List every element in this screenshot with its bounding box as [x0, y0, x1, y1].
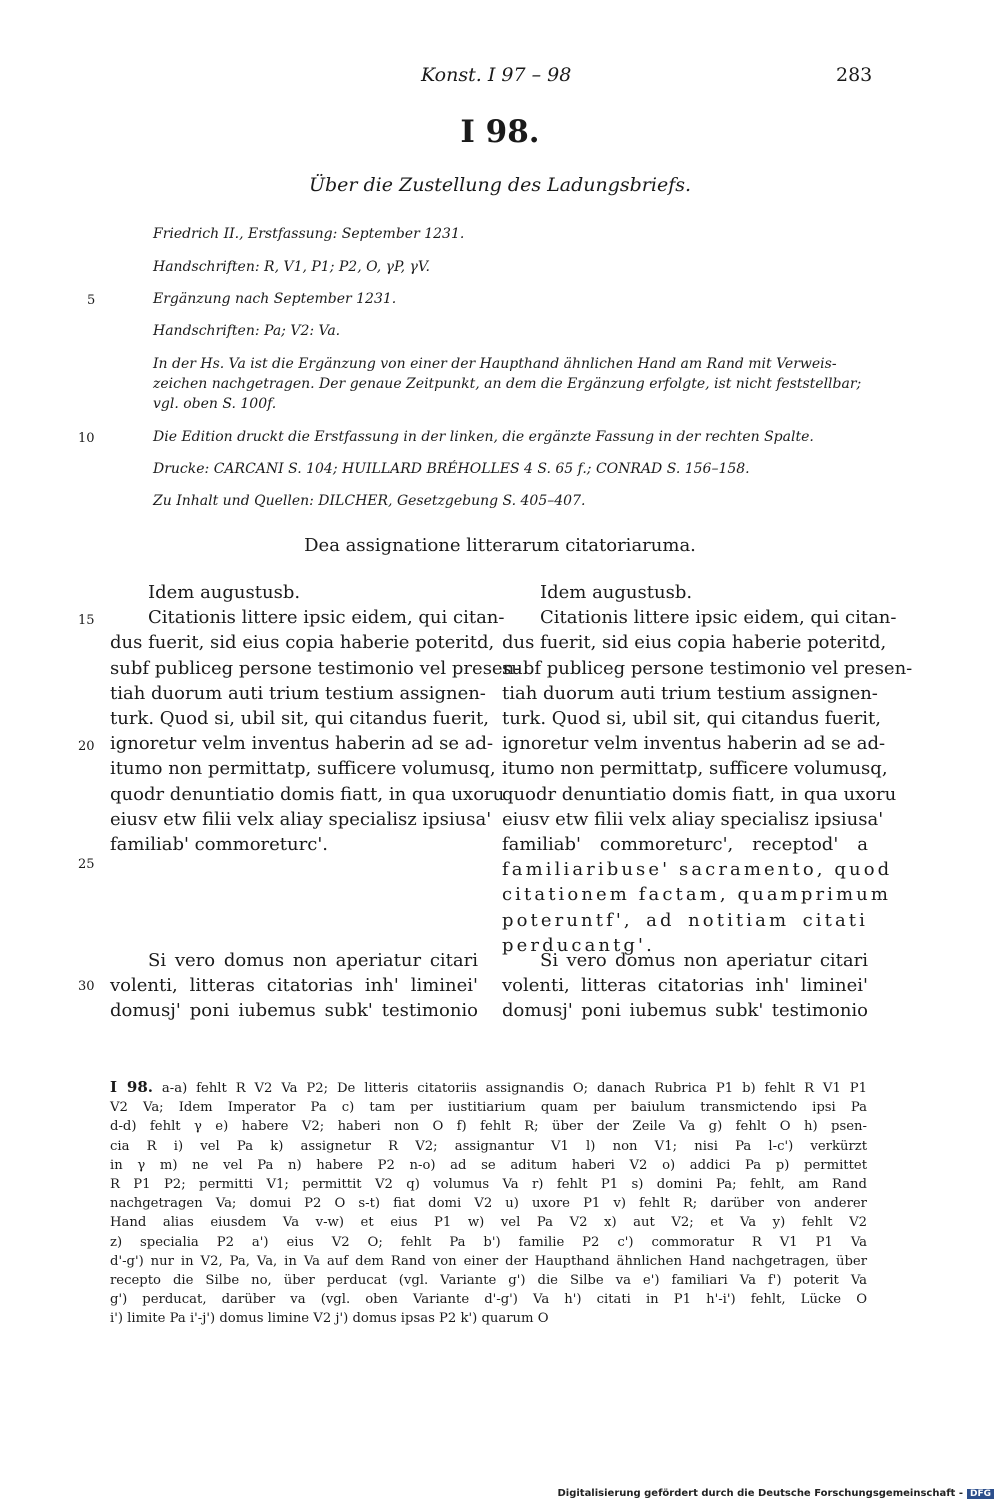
- footnote-line: recepto die Silbe no, über perducat (vgl. Variante g') die Silbe va e') familiari Va f') poterit Va: [110, 1273, 867, 1289]
- footnote-label: I 98.: [110, 1078, 154, 1096]
- meta-line: Ergänzung nach September 1231.: [153, 291, 397, 307]
- left-line: turk. Quod si, ubil sit, qui citandus fuerit,: [110, 708, 489, 730]
- digitization-credit: [557, 1488, 994, 1499]
- footnote-line: I 98. a-a) fehlt R V2 Va P2; De litteris citatoriis assignandis O; danach Rubrica P1 b) fehlt R V1 P1: [110, 1078, 867, 1096]
- left-column-paragraph-2: [110, 948, 478, 1024]
- footnote-line: d'-g') nur in V2, Pa, Va, in Va auf dem Rand von einer der Haupthand ähnlichen Hand nachgetragen, über: [110, 1253, 867, 1269]
- left-line: Citationis littere ipsic eidem, qui citan-: [148, 607, 505, 629]
- footnote-line: i') limite Pa i'-j') domus limine V2 j') domus ipsas P2 k') quarum O: [110, 1311, 549, 1327]
- right-line: dus fuerit, sid eius copia haberie poteritd,: [502, 632, 887, 654]
- meta-line: Handschriften: Pa; V2: Va.: [153, 323, 341, 339]
- meta-line: Handschriften: R, V1, P1; P2, O, γP, γV.: [153, 259, 430, 275]
- right-line: volenti, litteras citatorias inh' liminei': [502, 975, 868, 997]
- left-line: familiab' commoreturc'.: [110, 834, 328, 856]
- meta-line: Friedrich II., Erstfassung: September 1231.: [153, 226, 465, 242]
- dfg-logo: DFG: [967, 1489, 994, 1499]
- line-number: 25: [78, 857, 95, 872]
- left-line: domusj' poni iubemus subk' testimonio: [110, 1000, 478, 1022]
- footnote-line: R P1 P2; permitti V1; permittit V2 q) volumus Va r) fehlt P1 s) domini Pa; fehlt, am Rand: [110, 1177, 867, 1193]
- footnote-line: V2 Va; Idem Imperator Pa c) tam per iustitiarium quam per baiulum transmictendo ipsi Pa: [110, 1100, 867, 1116]
- right-line: ignoretur velm inventus haberin ad se ad-: [502, 733, 886, 755]
- left-line: ignoretur velm inventus haberin ad se ad-: [110, 733, 494, 755]
- right-line: subf publiceg persone testimonio vel presen-: [502, 657, 913, 679]
- text-heading: Dea assignatione litterarum citatoriaruma.: [304, 535, 696, 556]
- right-line: domusj' poni iubemus subk' testimonio: [502, 1000, 868, 1022]
- line-number: 15: [78, 613, 95, 628]
- right-line: Idem augustusb.: [540, 582, 693, 603]
- running-title: Konst. I 97 – 98: [421, 64, 572, 86]
- right-line: tiah duorum auti trium testium assignen-: [502, 682, 878, 704]
- footnotes: [110, 1078, 867, 1329]
- line-number: 30: [78, 979, 95, 994]
- right-line: familiaribuse' sacramento, quod: [502, 859, 893, 881]
- left-line: Idem augustusb.: [148, 582, 301, 603]
- page-number: 283: [836, 64, 873, 86]
- left-line: itumo non permittatp, sufficere volumusq,: [110, 758, 496, 780]
- left-line: Si vero domus non aperiatur citari: [148, 950, 478, 971]
- section-number: I 98.: [460, 114, 540, 150]
- footnote-line: g') perducat, darüber va (vgl. oben Variante d'-g') Va h') citati in P1 h'-i') fehlt, Lücke O: [110, 1292, 867, 1308]
- line-number: 5: [87, 293, 96, 308]
- meta-line: vgl. oben S. 100f.: [153, 396, 277, 412]
- right-line: quodr denuntiatio domis fiatt, in qua uxoru: [502, 783, 897, 805]
- right-line: familiab' commoreturc', receptod' a: [502, 834, 868, 856]
- right-line: turk. Quod si, ubil sit, qui citandus fuerit,: [502, 708, 881, 730]
- right-line: eiusv etw filii velx aliay specialisz ipsiusa': [502, 808, 884, 830]
- right-line: itumo non permittatp, sufficere volumusq,: [502, 758, 888, 780]
- left-line: dus fuerit, sid eius copia haberie poteritd,: [110, 632, 495, 654]
- line-number: 20: [78, 739, 95, 754]
- footnote-line: Hand alias eiusdem Va v-w) et eius P1 w) vel Pa V2 x) aut V2; et Va y) fehlt V2: [110, 1215, 867, 1231]
- right-line: citationem factam, quamprimum: [502, 884, 892, 906]
- right-line: poteruntf', ad notitiam citati: [502, 909, 868, 931]
- right-column: [502, 580, 913, 958]
- left-line: eiusv etw filii velx aliay specialisz ipsiusa': [110, 808, 492, 830]
- left-line: subf publiceg persone testimonio vel presen-: [110, 657, 521, 679]
- footnote-line: cia R i) vel Pa k) assignetur R V2; assignantur V1 l) non V1; nisi Pa l-c') verkürzt: [110, 1138, 867, 1154]
- meta-line: In der Hs. Va ist die Ergänzung von einer der Haupthand ähnlichen Hand am Rand mit Verweis-: [153, 356, 837, 372]
- left-line: volenti, litteras citatorias inh' liminei': [110, 975, 478, 997]
- left-line: quodr denuntiatio domis fiatt, in qua uxoru: [110, 783, 505, 805]
- left-line: tiah duorum auti trium testium assignen-: [110, 682, 486, 704]
- right-line: Si vero domus non aperiatur citari: [540, 950, 868, 971]
- right-line: Citationis littere ipsic eidem, qui citan-: [540, 607, 897, 629]
- right-column-paragraph-2: [502, 948, 868, 1024]
- footnote-line: d-d) fehlt γ e) habere V2; haberi non O f) fehlt R; über der Zeile Va g) fehlt O h) psen-: [110, 1119, 867, 1135]
- footnote-line: in γ m) ne vel Pa n) habere P2 n-o) ad se aditum haberi V2 o) addici Pa p) permittet: [110, 1157, 867, 1173]
- left-column: [110, 580, 521, 857]
- right-line: perducantg'.: [502, 934, 655, 956]
- footnote-line: z) specialia P2 a') eius V2 O; fehlt Pa b') familie P2 c') commoratur R V1 P1 Va: [110, 1234, 867, 1250]
- meta-line: Zu Inhalt und Quellen: DILCHER, Gesetzgebung S. 405–407.: [153, 493, 586, 509]
- footnote-line: nachgetragen Va; domui P2 O s-t) fiat domi V2 u) uxore P1 v) fehlt R; darüber von anderer: [110, 1196, 867, 1212]
- line-number: 10: [78, 431, 95, 446]
- section-subtitle: Über die Zustellung des Ladungsbriefs.: [308, 174, 692, 196]
- credit-text: Digitalisierung gefördert durch die Deutsche Forschungsgemeinschaft -: [557, 1488, 963, 1499]
- meta-line: Drucke: CARCANI S. 104; HUILLARD BRÉHOLLES 4 S. 65 f.; CONRAD S. 156–158.: [153, 461, 750, 477]
- meta-line: Die Edition druckt die Erstfassung in der linken, die ergänzte Fassung in der rechten Spalte.: [153, 429, 814, 445]
- meta-line: zeichen nachgetragen. Der genaue Zeitpunkt, an dem die Ergänzung erfolgte, ist nicht feststellbar;: [153, 376, 862, 392]
